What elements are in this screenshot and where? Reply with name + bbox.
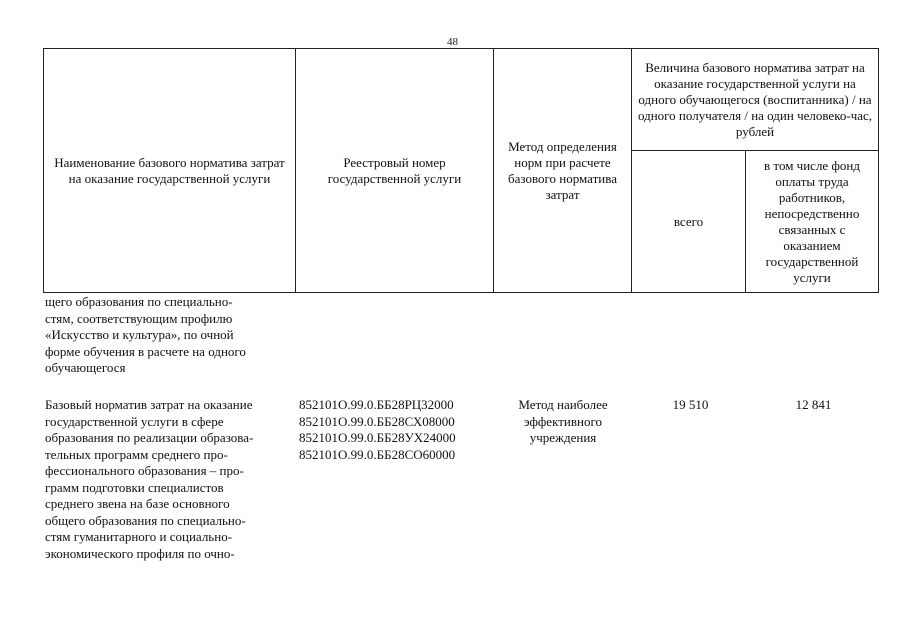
name-line: стям, соответствующим профилю	[45, 310, 233, 326]
header-name-cell: Наименование базового норматива затрат на оказание государственной услуги	[44, 49, 296, 293]
name-line: образования по реализации образова-	[45, 430, 254, 445]
name-line: среднего звена на базе основного	[45, 496, 230, 511]
header-total-cell: всего	[632, 151, 746, 293]
header-method-cell: Метод определения норм при расчете базового норматива затрат	[494, 49, 632, 293]
table-header	[43, 48, 879, 293]
header-value-group-cell: Величина базового норматива затрат на оказание государственной услуги на одного обучающегося (воспитанника) / на одного получателя / на один человеко-час, рублей	[632, 49, 879, 151]
header-registry-cell: Реестровый номер государственной услуги	[296, 49, 494, 293]
name-line: грамм подготовки специалистов	[45, 479, 224, 495]
row-method: Метод наиболее эффективного учреждения	[518, 397, 608, 445]
name-line: обучающегося	[45, 360, 126, 375]
name-line: экономического профиля по очно-	[45, 545, 235, 561]
row-fund: 12 841	[795, 397, 832, 412]
name-line: стям гуманитарного и социально-	[45, 529, 233, 544]
name-line: фессионального образования – про-	[45, 463, 244, 478]
name-line: «Искусство и культура», по очной	[45, 327, 234, 342]
name-line: общего образования по специально-	[45, 512, 246, 528]
row-name	[45, 397, 295, 562]
name-line: Базовый норматив затрат на оказание	[45, 397, 253, 412]
registry-code: 852101О.99.0.ББ28УХ24000	[299, 430, 456, 445]
registry-code: 852101О.99.0.ББ28РЦ32000	[299, 397, 454, 412]
registry-code: 852101О.99.0.ББ28СХ08000	[299, 413, 455, 429]
name-line: форме обучения в расчете на одного	[45, 343, 246, 359]
header-fund-cell: в том числе фонд оплаты труда работников, непосредственно связанных с оказанием государственной услуги	[746, 151, 879, 293]
page-number: 48	[447, 36, 458, 48]
continuation-name	[45, 294, 295, 377]
name-line: щего образования по специально-	[45, 294, 233, 309]
row-total: 19 510	[672, 397, 709, 412]
registry-code: 852101О.99.0.ББ28СО60000	[299, 446, 456, 462]
name-line: тельных программ среднего про-	[45, 446, 228, 462]
name-line: государственной услуги в сфере	[45, 413, 224, 429]
row-registry-codes	[299, 397, 499, 463]
